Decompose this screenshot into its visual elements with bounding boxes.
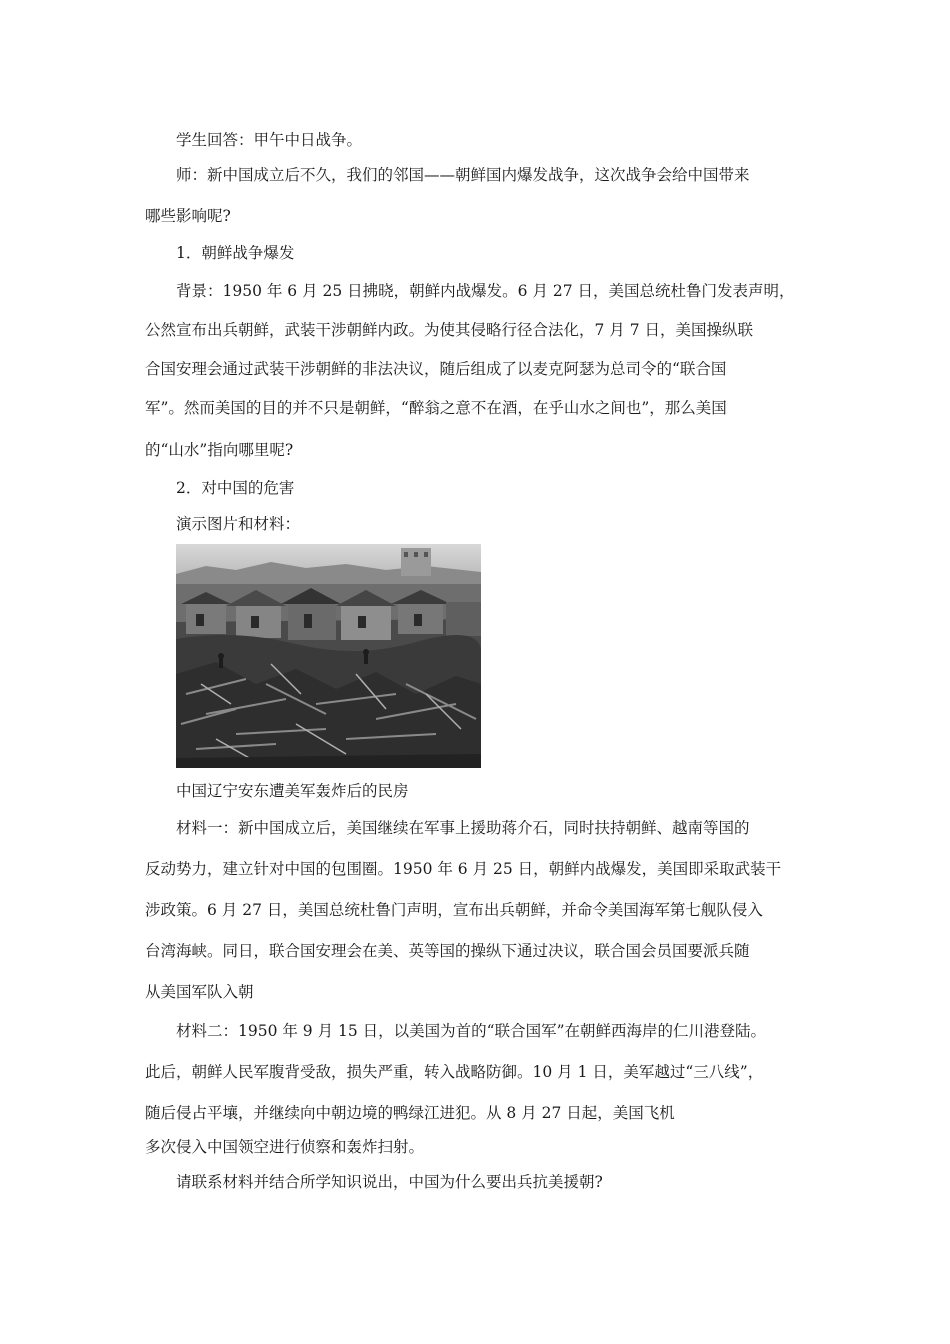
discussion-question: 请联系材料并结合所学知识说出，中国为什么要出兵抗美援朝?: [176, 1173, 603, 1191]
material-2-line-2: 此后，朝鲜人民军腹背受敌，损失严重，转入战略防御。10 月 1 日，美军越过“三八线”，: [145, 1063, 764, 1081]
teacher-question-line-1: 师：新中国成立后不久，我们的邻国——朝鲜国内爆发战争，这次战争会给中国带来: [176, 166, 750, 184]
student-answer: 学生回答：甲午中日战争。: [176, 131, 363, 149]
material-1-line-5: 从美国军队入朝: [145, 983, 254, 1001]
section-heading-1: 1．朝鲜战争爆发: [176, 244, 295, 262]
background-line-5: 的“山水”指向哪里呢?: [145, 441, 294, 459]
background-line-3: 合国安理会通过武装干涉朝鲜的非法决议，随后组成了以麦克阿瑟为总司令的“联合国: [145, 360, 727, 378]
material-2-line-4: 多次侵入中国领空进行侦察和轰炸扫射。: [145, 1138, 425, 1156]
background-line-2: 公然宣布出兵朝鲜，武装干涉朝鲜内政。为使其侵略行径合法化，7 月 7 日，美国操纵联: [145, 321, 754, 339]
photo-caption: 中国辽宁安东遭美军轰炸后的民房: [176, 782, 409, 800]
background-line-1: 背景：1950 年 6 月 25 日拂晓，朝鲜内战爆发。6 月 27 日，美国总统杜鲁门发表声明，: [176, 282, 795, 300]
material-1-line-1: 材料一：新中国成立后，美国继续在军事上援助蒋介石，同时扶持朝鲜、越南等国的: [176, 819, 750, 837]
material-2-line-3: 随后侵占平壤，并继续向中朝边境的鸭绿江进犯。从 8 月 27 日起，美国飞机: [145, 1104, 675, 1122]
material-1-line-3: 涉政策。6 月 27 日，美国总统杜鲁门声明，宣布出兵朝鲜，并命令美国海军第七舰队侵入: [145, 901, 763, 919]
section-heading-2: 2．对中国的危害: [176, 479, 295, 497]
material-2-line-1: 材料二：1950 年 9 月 15 日，以美国为首的“联合国军”在朝鲜西海岸的仁川港登陆。: [176, 1022, 767, 1040]
background-line-4: 军”。然而美国的目的并不只是朝鲜，“醉翁之意不在酒，在乎山水之间也”，那么美国: [145, 399, 727, 417]
material-1-line-2: 反动势力，建立针对中国的包围圈。1950 年 6 月 25 日，朝鲜内战爆发，美国即采取武装干: [145, 860, 782, 878]
bombed-houses-photo: [176, 544, 481, 768]
material-1-line-4: 台湾海峡。同日，联合国安理会在美、英等国的操纵下通过决议，联合国会员国要派兵随: [145, 942, 750, 960]
teacher-question-line-2: 哪些影响呢?: [145, 207, 231, 225]
demo-intro: 演示图片和材料：: [176, 515, 301, 533]
